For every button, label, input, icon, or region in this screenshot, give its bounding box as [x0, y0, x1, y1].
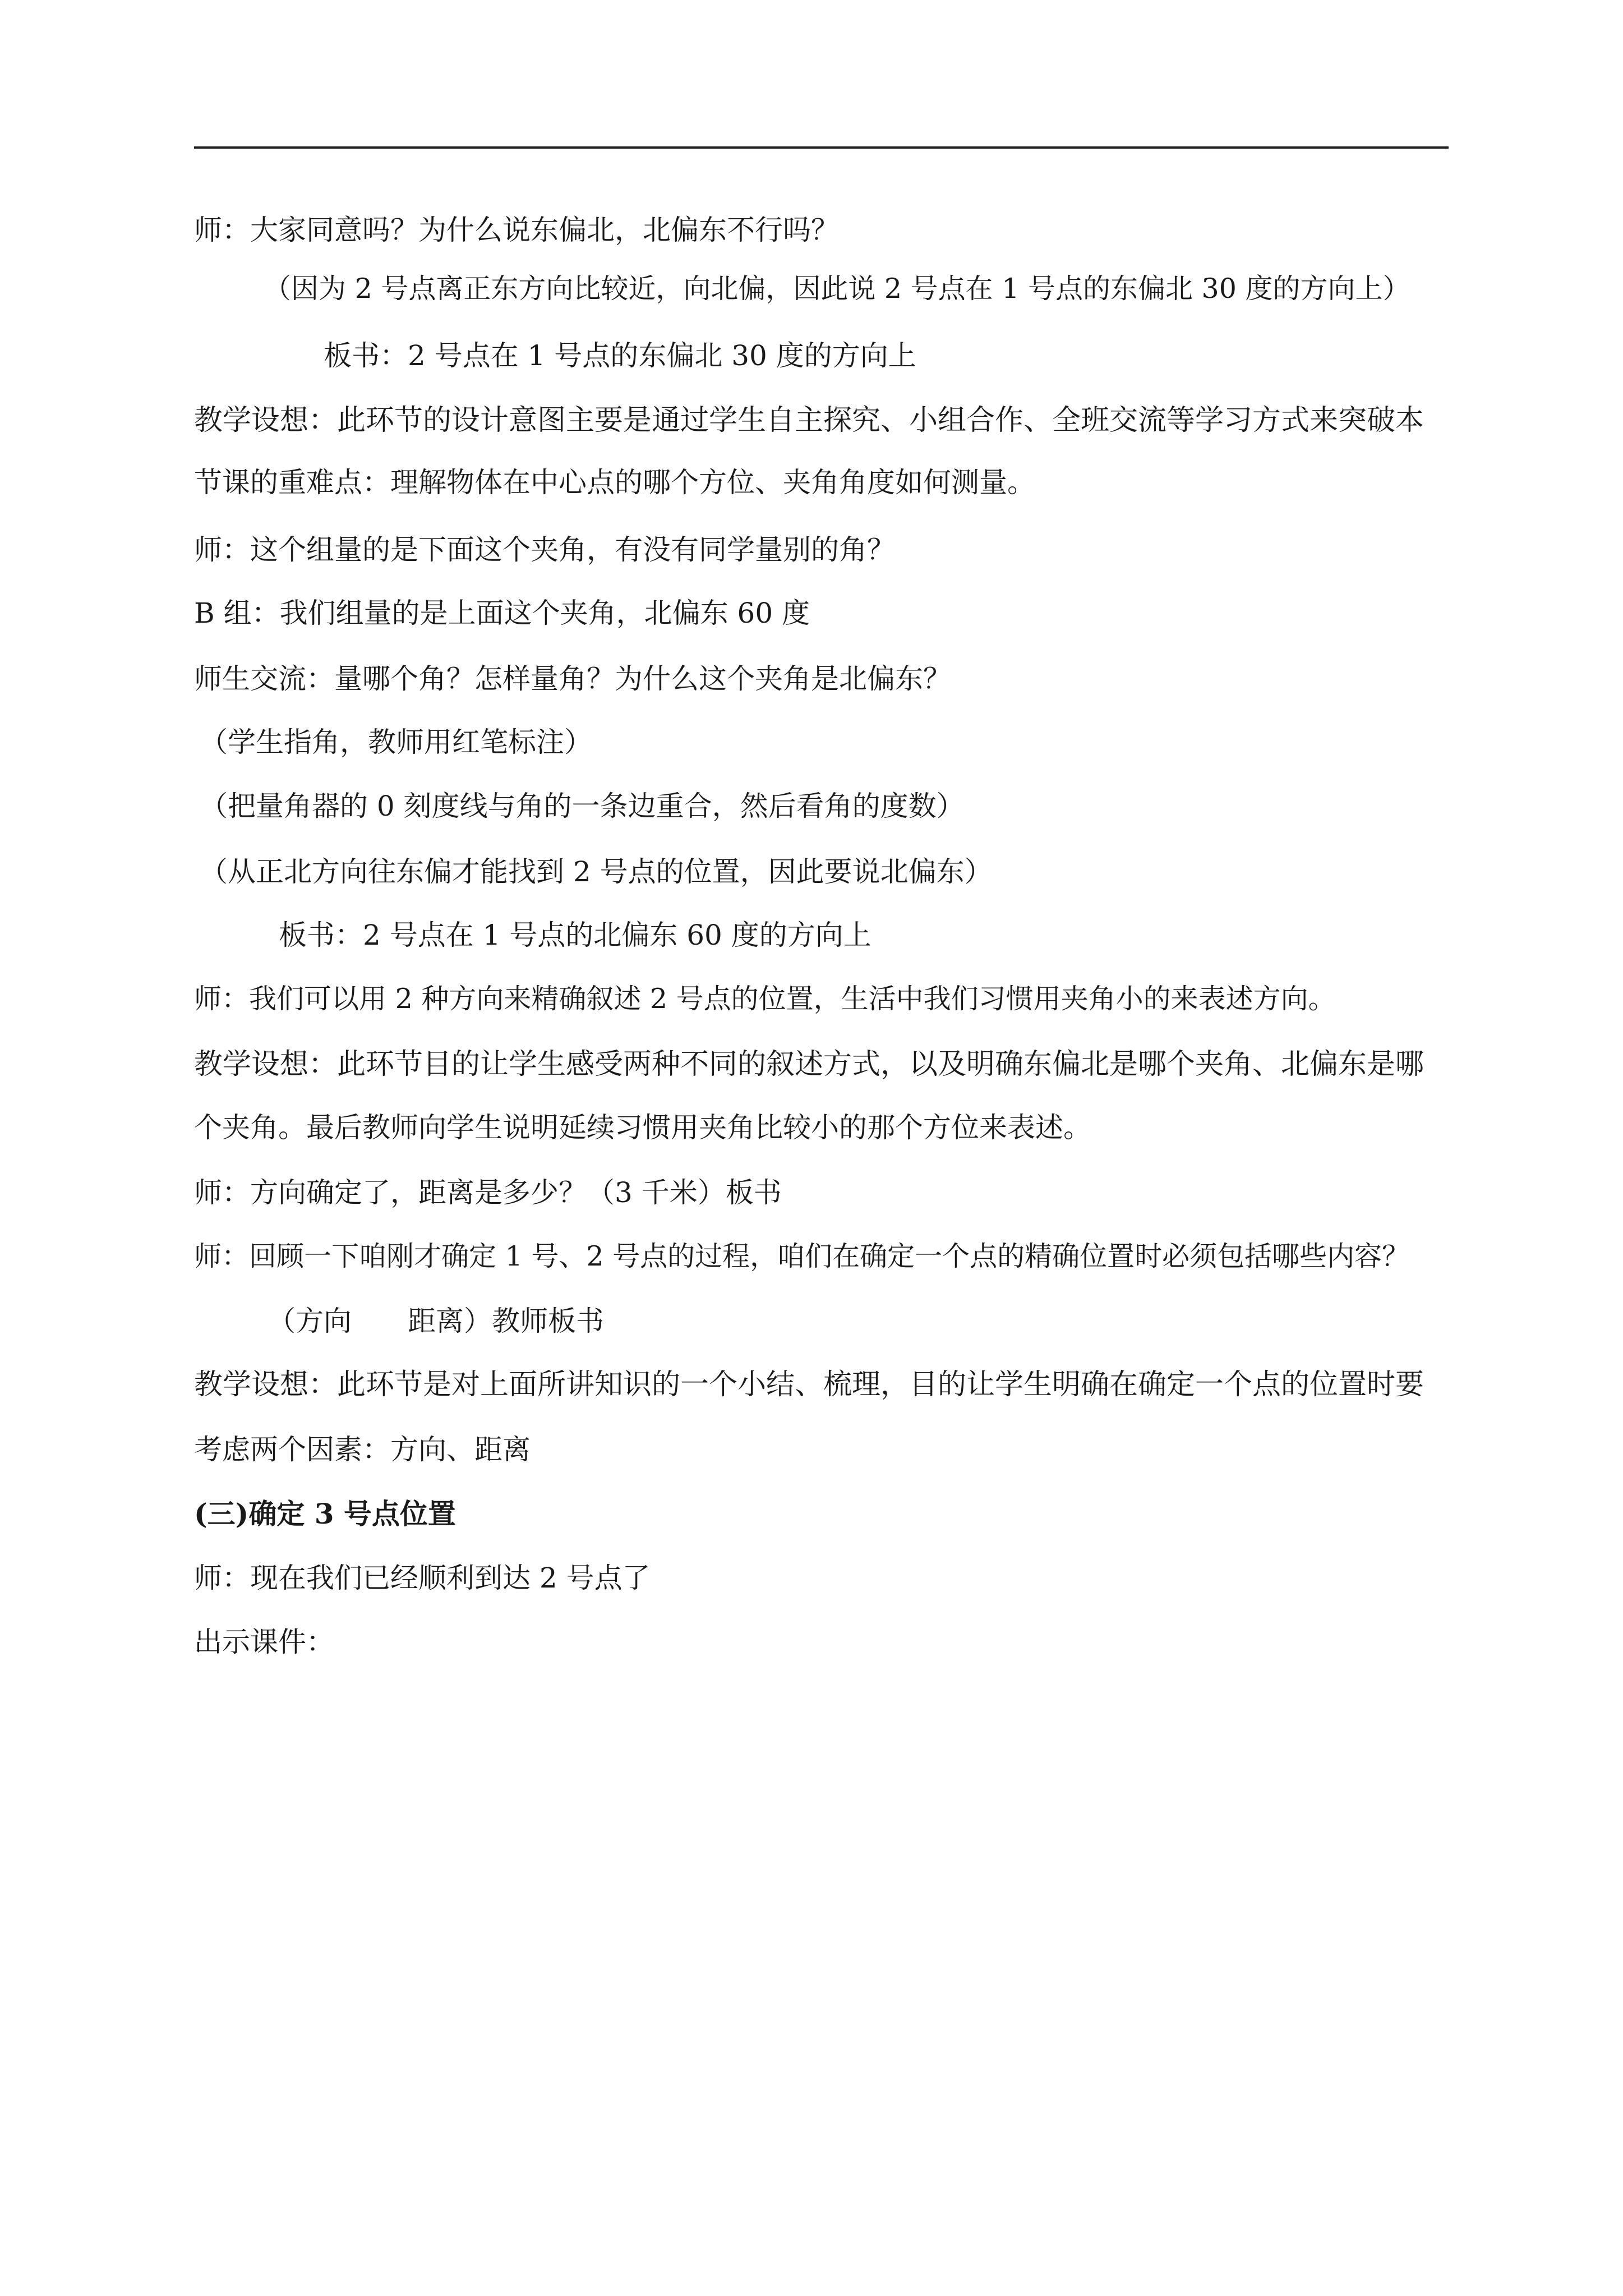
paragraph-line: 个夹角。最后教师向学生说明延续习惯用夹角比较小的那个方位来表述。 [194, 1111, 1091, 1144]
paragraph-line: 考虑两个因素：方向、距离 [194, 1433, 531, 1466]
paragraph-line: 师：大家同意吗？为什么说东偏北，北偏东不行吗？ [194, 214, 839, 246]
header-rule [194, 146, 1449, 149]
paragraph-line: 节课的重难点：理解物体在中心点的哪个方位、夹角角度如何测量。 [194, 466, 1035, 499]
board-note: 板书：2 号点在 1 号点的东偏北 30 度的方向上 [324, 339, 916, 372]
paragraph-line: 教学设想：此环节目的让学生感受两种不同的叙述方式，以及明确东偏北是哪个夹角、北偏东是哪 [194, 1048, 1424, 1081]
board-note: （方向 距离）教师板书 [268, 1305, 604, 1337]
paragraph-line: （把量角器的 0 刻度线与角的一条边重合，然后看角的度数） [200, 790, 965, 822]
paragraph-line: 师：我们可以用 2 种方向来精确叙述 2 号点的位置，生活中我们习惯用夹角小的来表述方向。 [194, 983, 1336, 1015]
paragraph-line: 教学设想：此环节的设计意图主要是通过学生自主探究、小组合作、全班交流等学习方式来突破本 [194, 404, 1424, 437]
paragraph-line: 师：现在我们已经顺利到达 2 号点了 [194, 1562, 651, 1594]
paragraph-line: （因为 2 号点离正东方向比较近，向北偏，因此说 2 号点在 1 号点的东偏北 30 度的方向上） [264, 273, 1410, 305]
paragraph-line: B 组：我们组量的是上面这个夹角，北偏东 60 度 [194, 597, 810, 629]
paragraph-line: 出示课件： [194, 1626, 334, 1658]
paragraph-line: 师：回顾一下咱刚才确定 1 号、2 号点的过程，咱们在确定一个点的精确位置时必须包括哪些内容？ [194, 1240, 1410, 1272]
paragraph-line: 师生交流：量哪个角？怎样量角？为什么这个夹角是北偏东？ [194, 662, 951, 695]
paragraph-line: 教学设想：此环节是对上面所讲知识的一个小结、梳理，目的让学生明确在确定一个点的位置时要 [194, 1368, 1424, 1401]
paragraph-line: 师：这个组量的是下面这个夹角，有没有同学量别的角？ [194, 533, 895, 566]
paragraph-line: （学生指角，教师用红笔标注） [200, 726, 592, 758]
paragraph-line: （从正北方向往东偏才能找到 2 号点的位置，因此要说北偏东） [200, 855, 993, 888]
board-note: 板书：2 号点在 1 号点的北偏东 60 度的方向上 [279, 919, 872, 951]
section-heading: (三)确定 3 号点位置 [194, 1497, 456, 1530]
paragraph-line: 师：方向确定了，距离是多少？（3 千米）板书 [194, 1176, 782, 1209]
